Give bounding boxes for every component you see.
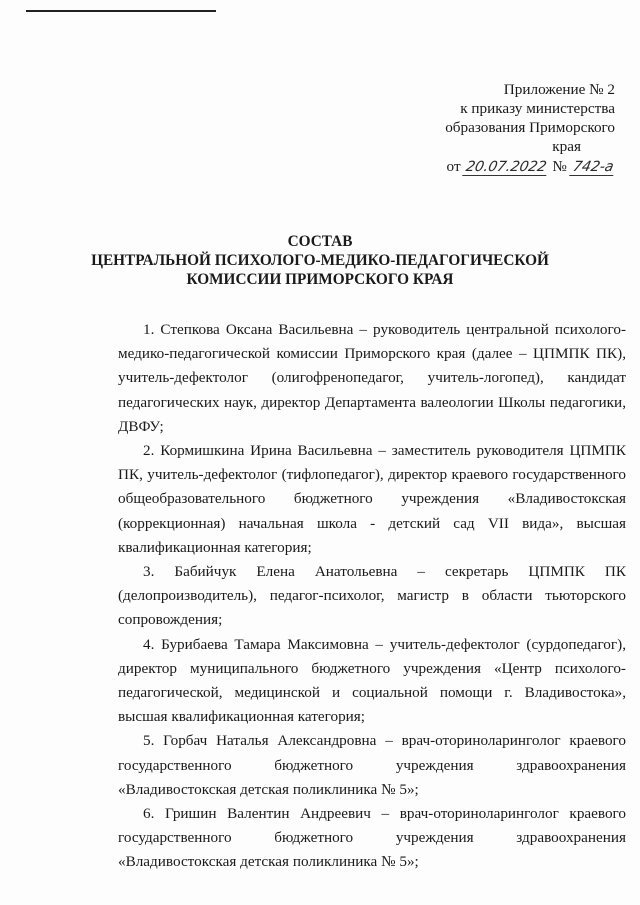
- title-line-3: КОМИССИИ ПРИМОРСКОГО КРАЯ: [186, 271, 454, 288]
- order-date-number-line: [375, 157, 615, 176]
- appendix-number: Приложение № 2: [503, 81, 615, 98]
- list-item: 2. Кормишкина Ирина Васильевна – заместитель руководителя ЦПМПК ПК, учитель-дефектолог (тифлопедагог), директор краевого государственного общеобразовательного бюджетного учреждения «Владивостокская (коррекционная) начальная школа - детский сад VII вида», высшая квалификационная категория;: [118, 442, 626, 556]
- appendix-header: [375, 80, 615, 176]
- top-rule-line: [26, 10, 216, 12]
- appendix-ministry: образования Приморского: [445, 119, 615, 136]
- list-item: 6. Гришин Валентин Андреевич – врач-оториноларинголог краевого государственного бюджетного учреждения здравоохранения «Владивостокская детская поликлиника № 5»;: [118, 805, 626, 871]
- list-item: 5. Горбач Наталья Александровна – врач-оториноларинголог краевого государственного бюджетного учреждения здравоохранения «Владивостокская детская поликлиника № 5»;: [118, 732, 626, 798]
- order-number-handwritten: 742-а: [569, 159, 617, 176]
- members-list: [118, 318, 626, 875]
- appendix-order-ref: к приказу министерства: [460, 100, 615, 117]
- list-item: 3. Бабийчук Елена Анатольевна – секретарь ЦПМПК ПК (делопроизводитель), педагог-психолог, магистр в области тьюторского сопровождения;: [118, 563, 626, 629]
- title-line-2: ЦЕНТРАЛЬНОЙ ПСИХОЛОГО-МЕДИКО-ПЕДАГОГИЧЕСКОЙ: [91, 252, 549, 269]
- order-date-prefix: от: [446, 158, 461, 175]
- title-line-1: СОСТАВ: [287, 233, 353, 250]
- document-title: [0, 232, 640, 289]
- order-number-prefix: №: [552, 158, 567, 175]
- appendix-region: края: [552, 138, 581, 155]
- list-item: 4. Бурибаева Тамара Максимовна – учитель-дефектолог (сурдопедагог), директор муниципального бюджетного учреждения «Центр психолого-педагогической, медицинской и социальной помощи г. Владивостока», высшая квалификационная категория;: [118, 635, 626, 726]
- list-item: 1. Степкова Оксана Васильевна – руководитель центральной психолого-медико-педагогической комиссии Приморского края (далее – ЦПМПК ПК), учитель-дефектолог (олигофренопедагог, учитель-логопед), кандидат педагогических наук, директор Департамента валеологии Школы педагогики, ДВФУ;: [118, 321, 626, 435]
- order-date-handwritten: 20.07.2022: [463, 159, 551, 176]
